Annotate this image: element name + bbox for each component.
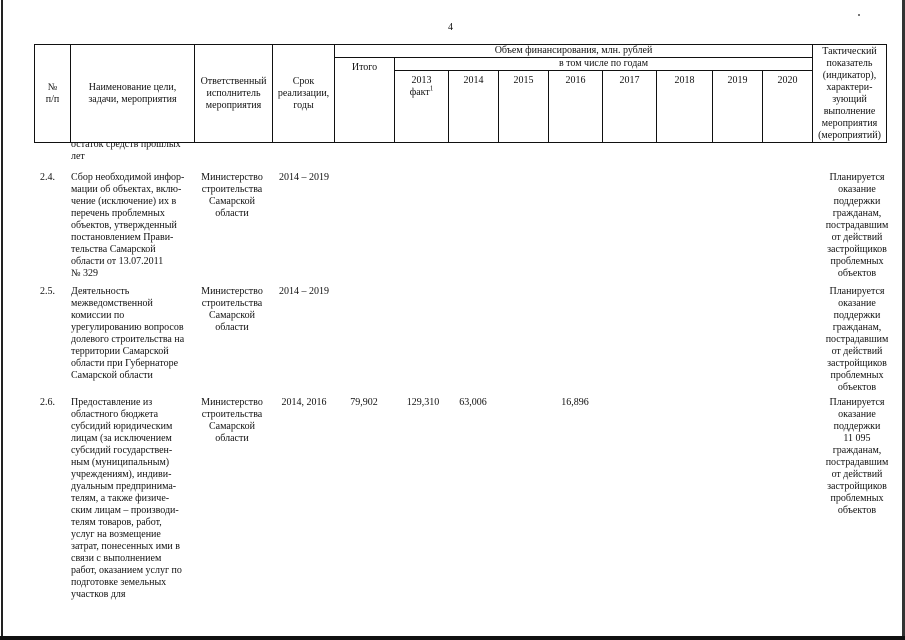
row-value-2014: 63,006 bbox=[459, 397, 487, 408]
row-term: 2014 – 2019 bbox=[279, 172, 329, 183]
header-year-2019: 2019 bbox=[713, 71, 763, 143]
row-executor: Министерство строительства Самарской области bbox=[201, 286, 263, 333]
row-name: Сбор необходимой инфор- мации об объектах, вклю- чение (исключение) их в перечень проблемных объектов, утвержденный постановлением Прави- тельства Самарской области от 13.07.2011 № 329 bbox=[71, 172, 185, 279]
header-funding: Объем финансирования, млн. рублей bbox=[335, 45, 813, 58]
row-name: Деятельность межведомственной комиссии по урегулированию вопросов долевого строительства на территории Самарской области при Губернаторе Самарской области bbox=[71, 286, 185, 381]
header-year-2018: 2018 bbox=[657, 71, 713, 143]
header-num: № п/п bbox=[35, 45, 71, 143]
row-name: Предоставление из областного бюджета субсидий юридическим лицам (за исключением субсидий государствен- ным (муниципальным) учреждениям), индиви- дуальным предпринима- телям, а также физиче- ским лицам – производи- телям товаров, работ, услуг на возмещение затрат, понесенных ими в связи с выполнением работ, оказанием услуг по подготовке земельных участков для bbox=[71, 397, 182, 600]
row-number: 2.6. bbox=[40, 397, 55, 408]
header-year-2016: 2016 bbox=[549, 71, 603, 143]
row-number: 2.4. bbox=[40, 172, 55, 183]
row-indicator: Планируется оказание поддержки 11 095 гражданам, пострадавшим от действий застройщиков проблемных объектов bbox=[825, 397, 889, 516]
row-value-2013: 129,310 bbox=[406, 397, 440, 408]
row-value-2016: 16,896 bbox=[561, 397, 589, 408]
header-year-2020: 2020 bbox=[763, 71, 813, 143]
page-number: 4 bbox=[448, 22, 453, 33]
table-header bbox=[34, 44, 887, 143]
row-term: 2014, 2016 bbox=[281, 397, 327, 408]
row-executor: Министерство строительства Самарской области bbox=[201, 397, 263, 444]
header-total: Итого bbox=[335, 58, 395, 143]
header-executor: Ответственный исполнитель мероприятия bbox=[195, 45, 273, 143]
row-executor: Министерство строительства Самарской области bbox=[201, 172, 263, 219]
row-term: 2014 – 2019 bbox=[279, 286, 329, 297]
row-number: 2.5. bbox=[40, 286, 55, 297]
row-indicator: Планируется оказание поддержки гражданам, пострадавшим от действий застройщиков проблемных объектов bbox=[825, 286, 889, 393]
scan-bottom-edge bbox=[0, 636, 905, 640]
carry-over-text: остаток средств прошлых лет bbox=[71, 139, 181, 162]
header-by-years: в том числе по годам bbox=[395, 58, 813, 71]
header-year-2013 bbox=[395, 71, 449, 143]
footnote-mark: 1 bbox=[429, 84, 434, 93]
header-year-2014: 2014 bbox=[449, 71, 499, 143]
scan-left-edge bbox=[1, 0, 3, 640]
row-indicator: Планируется оказание поддержки гражданам, пострадавшим от действий застройщиков проблемных объектов bbox=[825, 172, 889, 279]
header-year-2015: 2015 bbox=[499, 71, 549, 143]
header-year-2013-text: 2013 факт bbox=[409, 75, 432, 98]
header-term: Срок реализации, годы bbox=[273, 45, 335, 143]
scan-speck bbox=[858, 14, 860, 16]
row-total: 79,902 bbox=[350, 397, 378, 408]
header-indicator: Тактический показатель (индикатор), характери- зующий выполнение мероприятия (мероприятий) bbox=[813, 45, 887, 143]
header-year-2017: 2017 bbox=[603, 71, 657, 143]
header-name: Наименование цели, задачи, мероприятия bbox=[71, 45, 195, 143]
